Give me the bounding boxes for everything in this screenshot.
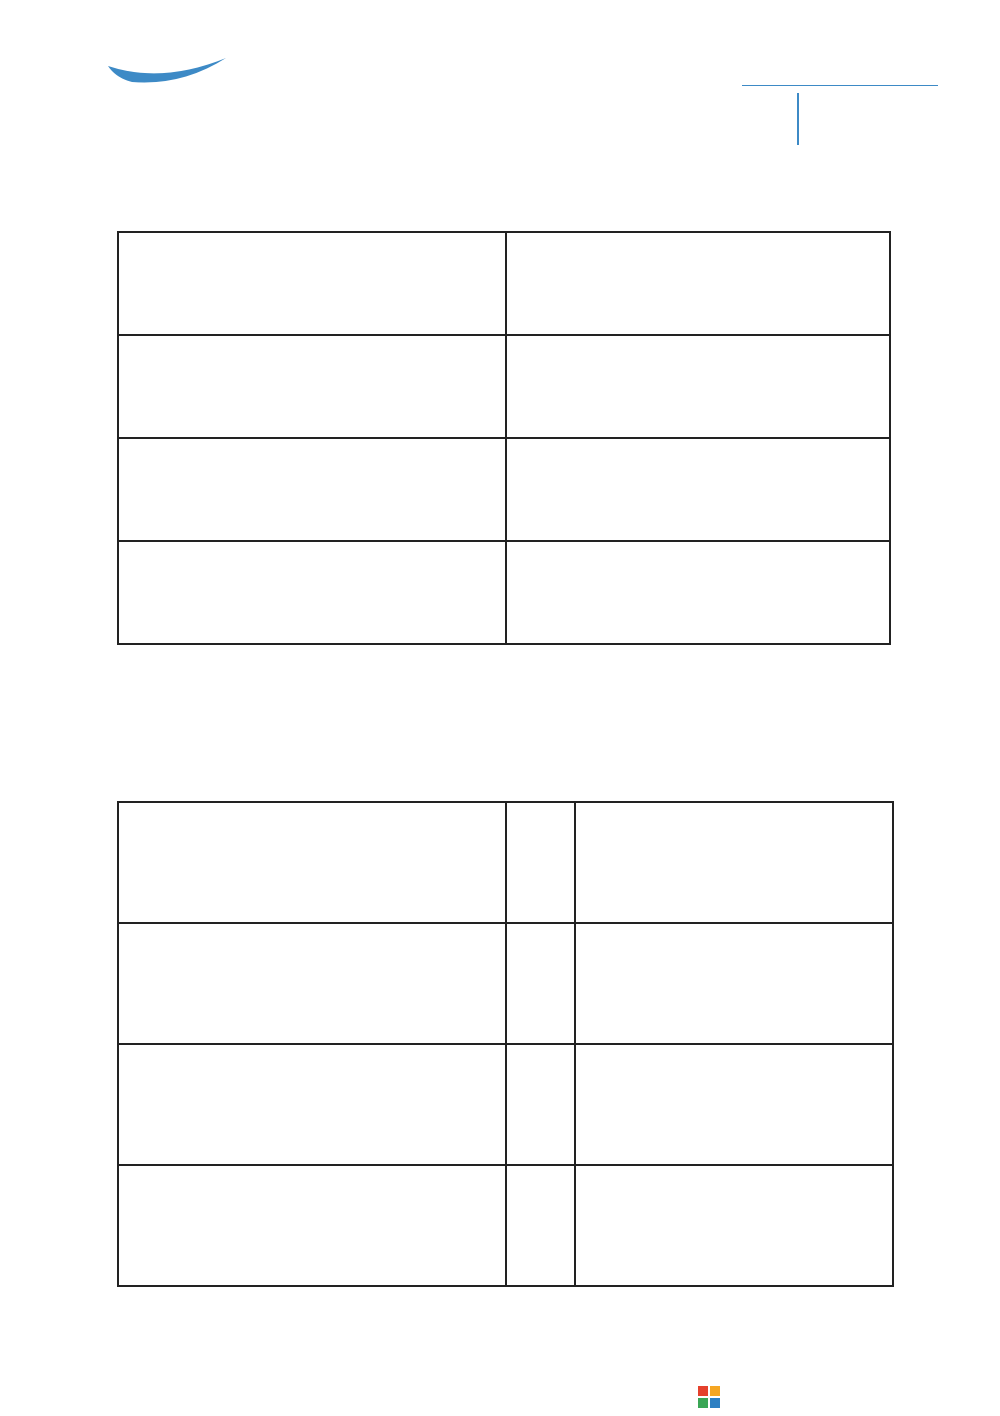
number-answer-box[interactable]	[506, 1165, 575, 1286]
word-answer-line[interactable]	[575, 1165, 893, 1286]
number-options[interactable]	[506, 438, 890, 541]
lollipop-cell	[118, 923, 506, 1044]
number-answer-box[interactable]	[506, 802, 575, 923]
fish-icons	[119, 233, 505, 334]
pamer-logo	[62, 56, 242, 146]
corporation-badge	[742, 60, 942, 150]
fish-cell	[118, 232, 506, 335]
number-answer-box[interactable]	[506, 1044, 575, 1165]
number-options[interactable]	[506, 232, 890, 335]
count-select-table	[117, 231, 891, 645]
logo-swoosh-icon	[102, 56, 232, 86]
doll-cell	[118, 802, 506, 923]
corp-divider	[742, 85, 938, 86]
count-write-table	[117, 801, 894, 1287]
liveworksheets-logo[interactable]	[696, 1383, 996, 1411]
table-row	[118, 1165, 893, 1286]
table-row	[118, 802, 893, 923]
word-answer-line[interactable]	[575, 1044, 893, 1165]
table-row	[118, 1044, 893, 1165]
flower-cell	[118, 438, 506, 541]
table-row	[118, 335, 890, 438]
logo-square-icon	[710, 1398, 720, 1408]
ball-cell	[118, 541, 506, 644]
flower-icons	[119, 439, 505, 540]
pear-cell	[118, 335, 506, 438]
logo-square-icon	[698, 1386, 708, 1396]
cake-cell	[118, 1165, 506, 1286]
logo-square-icon	[710, 1386, 720, 1396]
lollipop-icons	[119, 933, 505, 1034]
table-row	[118, 232, 890, 335]
word-answer-line[interactable]	[575, 923, 893, 1044]
logo-square-icon	[698, 1398, 708, 1408]
ball-icons	[119, 542, 505, 643]
number-answer-box[interactable]	[506, 923, 575, 1044]
pear-icons	[119, 336, 505, 437]
number-options[interactable]	[506, 335, 890, 438]
cake-slice-icons	[119, 1175, 505, 1276]
word-answer-line[interactable]	[575, 802, 893, 923]
table-row	[118, 541, 890, 644]
corp-vertical-divider	[797, 93, 799, 145]
table-row	[118, 923, 893, 1044]
number-options[interactable]	[506, 541, 890, 644]
table-row	[118, 438, 890, 541]
monkey-cell	[118, 1044, 506, 1165]
doll-icons	[119, 812, 505, 913]
monkey-icons	[119, 1054, 505, 1155]
